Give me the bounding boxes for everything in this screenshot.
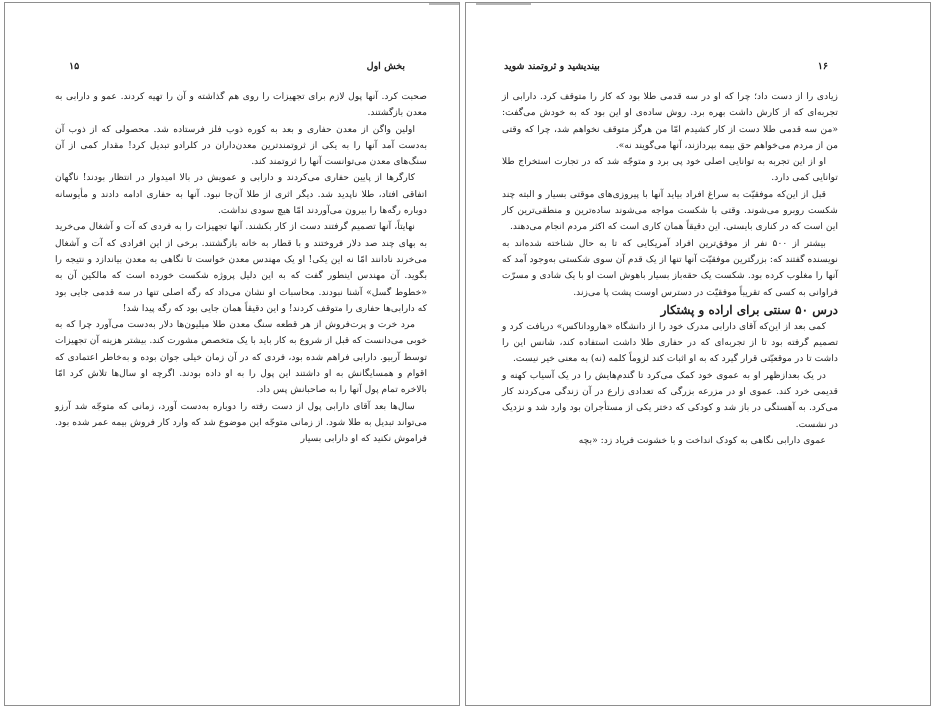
left-book-page xyxy=(4,2,460,706)
paragraph: کارگرها از پایین حفاری می‌کردند و دارابی و عمویش در بالا امیدوار در انتظار بودند! ناگهان اتفاقی افتاد، طلا ناپدید شد. دیگر اثری از طلا آن‌جا نبود. آنها به حفاری ادامه دادند و مأیوسانه دوباره رگه‌ها را بیرون می‌آوردند امّا هیچ سودی نداشت. xyxy=(55,172,427,217)
right-page-number: ۱۶ xyxy=(817,61,828,72)
right-book-page xyxy=(465,2,931,706)
left-page-number: ۱۵ xyxy=(69,61,80,72)
paragraph: عموی دارابی نگاهی به کودک انداخت و با خشونت فریاد زد: «بچه xyxy=(578,434,826,446)
paragraph: در یک بعدازظهر او به عموی خود کمک می‌کرد تا گندم‌هایش را در یک آسیاب کهنه و قدیمی خرد کند. عموی او در مزرعه بزرگی که تعدادی زارع در آن زندگی می‌کردند کار می‌کرد. به آهستگی در باز شد و کودکی که دختر یکی از مستأجران بود وارد شد و نزدیک در نشست. xyxy=(502,369,838,430)
left-page-running-title: بخش اول xyxy=(366,61,405,72)
paragraph: سال‌ها بعد آقای دارابی پول از دست رفته را دوباره به‌دست آورد، زمانی که متوجّه شد آرزو می‌تواند تبدیل به طلا شود. از زمانی متوجّه این موضوع شد که وارد کار فروش بیمه عمر شده بود. فراموش نکنید که او دارابی بسیار xyxy=(55,400,427,445)
paragraph: اولین واگن از معدن حفاری و بعد به کوره ذوب فلز فرستاده شد. محصولی که از ذوب آن به‌دست آمد آنها را به یکی از ثروتمندترین معدن‌داران در کلرادو تبدیل کرد! مقدار کمی از آن سنگ‌های معدن می‌توانست آنها را ثروتمند کند. xyxy=(55,123,427,168)
page-edge-shadow xyxy=(429,3,459,5)
paragraph: قبل از این‌که موفقیّت به سراغ افراد بیاید آنها با پیروزی‌های موقتی بسیار و البته چند شکست روبرو می‌شوند. وقتی با شکست مواجه می‌شوند ساده‌ترین و منطقی‌ترین کار این است که در کناری بایستی. این دقیقاً همان کاری است که اکثر مردم انجام می‌دهند. xyxy=(502,188,838,233)
paragraph: او از این تجربه به توانایی اصلی خود پی برد و متوجّه شد که در تجارت استخراج طلا توانایی کمی دارد. xyxy=(502,156,838,184)
paragraph: نهایتاً، آنها تصمیم گرفتند دست از کار بکشند. آنها تجهیزات را به فردی که آت و آشغال می‌خرید به بهای چند صد دلار فروختند و با قطار به خانه بازگشتند. برخی از این افرادی که آت و آشغال می‌خرند نادانند امّا نه این یکی! او یک مهندس معدن خواست تا نگاهی به معدن بیاندازد و نتیجه را بگوید. آن مهندس اینطور گفت که به این دلیل پروژه شکست خورده است که مالکین آن به «خطوط گسل» آشنا نبودند. محاسبات او نشان می‌داد که رگه اصلی تنها در سه قدمی جایی بود که دارابی‌ها حفاری را متوقف کردند! و این دقیقاً همان جایی بود که رگه پیدا شد! xyxy=(55,221,427,314)
paragraph: کمی بعد از این‌که آقای دارابی مدرک خود را از دانشگاه «هاروداناکس» دریافت کرد و تصمیم گرفته بود تا از تجربه‌ای که در حفاری طلا داشت استفاده کند، شانس این را داشت تا در موقعیّتی قرار گیرد که به او اثبات کند لزوماً کلمه (نه) به معنی خیر نیست. xyxy=(502,320,838,365)
left-page-header xyxy=(61,61,405,75)
left-page-body xyxy=(55,89,427,448)
paragraph: زیادی را از دست داد؛ چرا که او در سه قدمی طلا بود که کار را متوقف کرد. دارابی از تجربه‌ای که از کارش داشت بهره برد. روش ساده‌ی او این بود که به خودش می‌گفت: «من سه قدمی طلا دست از کار کشیدم امّا من هرگز متوقف نخواهم شد، چرا که وقتی من از مردم می‌خواهم حق بیمه بپردازند، آنها می‌گویند نه». xyxy=(502,91,838,151)
right-page-header xyxy=(504,61,828,75)
page-edge-shadow xyxy=(476,3,531,5)
right-page-running-title: بیندیشید و ثروتمند شوید xyxy=(504,61,600,72)
paragraph: مرد خرت و پرت‌فروش از هر قطعه سنگ معدن طلا میلیون‌ها دلار به‌دست می‌آورد چرا که به خوبی می‌دانست که قبل از شروع به کار باید با یک متخصص مشورت کند. بیشتر هزینه آن تجهیزات توسط آربیو. دارابی فراهم شده بود، فردی که در آن زمان خیلی جوان بوده و به‌خاطر اعتمادی که اقوام و همسایگانش به او داشتند این پول را به او داده بودند. اگرچه او سال‌ها تلاش کرد امّا بالاخره تمام پول آنها را به صاحبانش پس داد. xyxy=(55,319,427,396)
right-page-body xyxy=(502,89,838,449)
paragraph: صحبت کرد. آنها پول لازم برای تجهیزات را روی هم گذاشته و آن را تهیه کردند. عمو و دارابی به معدن بازگشتند. xyxy=(55,91,427,119)
section-heading: درس ۵۰ سنتی برای اراده و پشتکار xyxy=(660,302,838,317)
paragraph: بیشتر از ۵۰۰ نفر از موفق‌ترین افراد آمریکایی که تا به حال شناخته شده‌اند به نویسنده گفتند که: بزرگترین موفقیّت آنها تنها از یک قدم آن سوی شکستی به‌وجود آمد که آنها را مغلوب کرده بود. شکست یک حقه‌باز بسیار باهوش است او با یک شادی و مسرّت فراوانی به کسی که تقریباً موفقیّت در دسترس اوست پشت پا می‌زند. xyxy=(502,237,838,298)
